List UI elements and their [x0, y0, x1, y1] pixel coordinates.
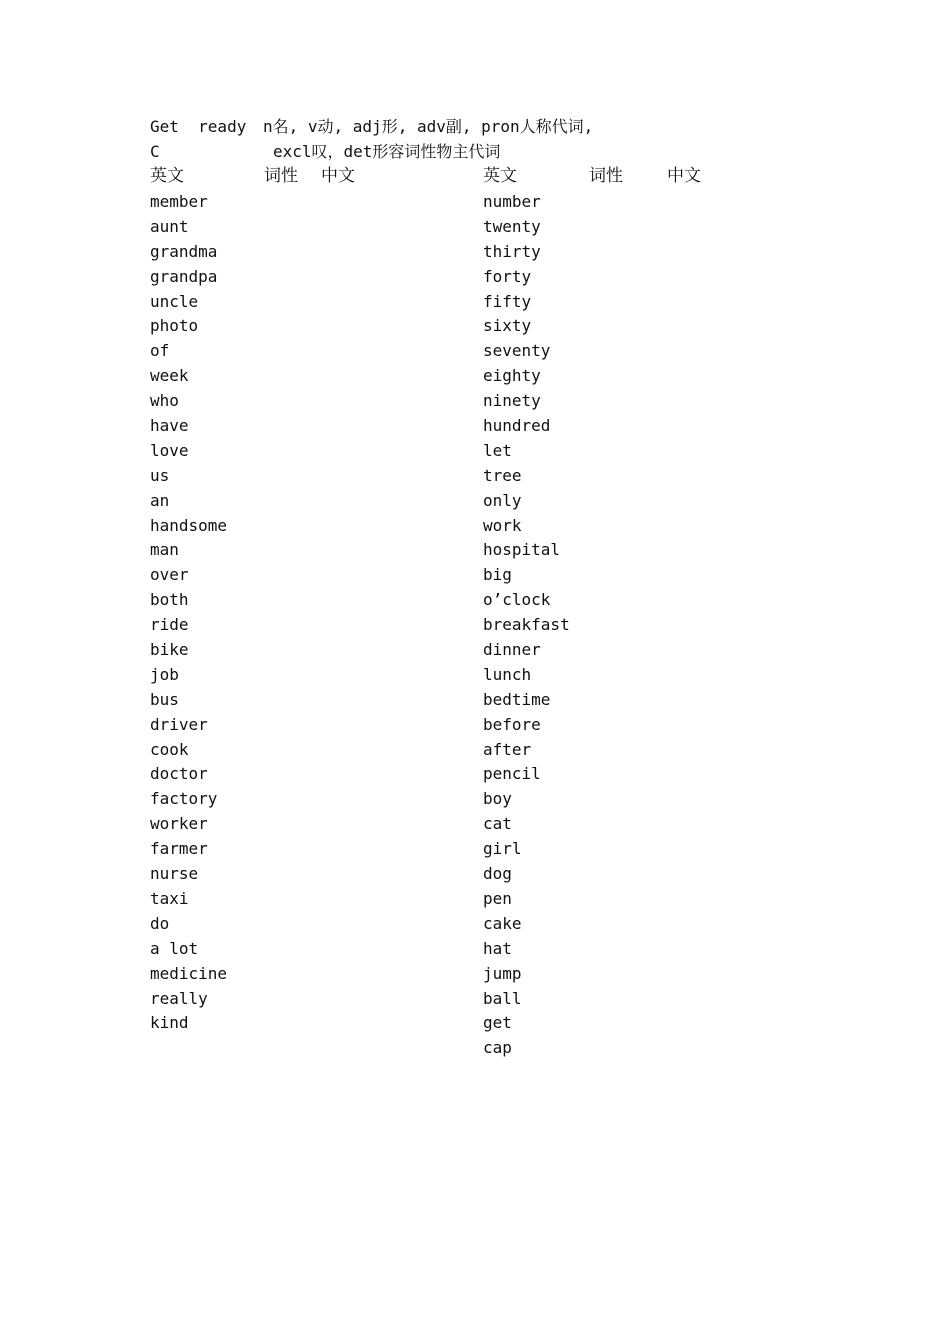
vocab-word: cake [483, 913, 522, 933]
vocab-word: grandma [150, 241, 218, 261]
right-header-pos: 词性 [589, 166, 623, 186]
vocab-word: both [150, 590, 189, 610]
vocab-word: nurse [150, 864, 199, 884]
vocab-word: cap [483, 1038, 512, 1058]
vocab-word: hundred [483, 416, 551, 436]
vocab-word: member [150, 192, 208, 211]
vocab-word: love [150, 440, 189, 460]
vocab-word: twenty [483, 216, 541, 236]
vocab-word: fifty [483, 291, 532, 311]
vocab-word: seventy [483, 341, 551, 361]
vocab-word: grandpa [150, 266, 218, 286]
vocab-word: who [150, 391, 179, 411]
vocab-word: us [150, 465, 170, 485]
vocab-word: sixty [483, 316, 532, 336]
vocab-word: girl [483, 839, 522, 859]
vocab-word: get [483, 1013, 512, 1033]
vocab-word: ninety [483, 391, 541, 411]
vocab-word: thirty [483, 241, 541, 261]
vocab-word: bike [150, 640, 189, 660]
vocab-word: aunt [150, 216, 189, 236]
right-header-chinese: 中文 [667, 166, 701, 186]
vocab-word: cook [150, 739, 189, 759]
vocab-word: cat [483, 814, 512, 834]
vocab-word: doctor [150, 764, 208, 784]
vocab-word: number [483, 192, 541, 211]
vocab-word: a lot [150, 938, 199, 958]
vocab-word: an [150, 490, 170, 510]
vocab-word: job [150, 664, 179, 684]
heading-line-1-legend: n名, v动, adj形, adv副, pron人称代词, [263, 117, 594, 136]
heading-line-1-lead: Get ready [150, 117, 247, 136]
vocab-word: hat [483, 938, 512, 958]
vocab-word: really [150, 988, 208, 1008]
vocab-word: big [483, 565, 512, 585]
right-word-list [483, 190, 570, 1061]
vocab-word: of [150, 341, 170, 361]
vocab-word: breakfast [483, 615, 570, 635]
vocab-word: tree [483, 465, 522, 485]
vocab-word: hospital [483, 540, 561, 560]
vocab-word: do [150, 913, 170, 933]
left-word-list [150, 190, 227, 1036]
vocab-word: let [483, 440, 512, 460]
vocab-word: have [150, 416, 189, 436]
vocab-word: ride [150, 615, 189, 635]
vocab-word: week [150, 366, 189, 386]
heading-line-2-legend: excl叹，det形容词性物主代词 [273, 142, 501, 161]
heading-line-2-lead: C [150, 142, 160, 161]
vocab-word: driver [150, 714, 208, 734]
left-header-pos: 词性 [264, 166, 298, 186]
vocab-word: farmer [150, 839, 208, 859]
vocab-word: eighty [483, 366, 541, 386]
vocab-word: only [483, 490, 522, 510]
left-header-chinese: 中文 [321, 166, 355, 186]
vocab-word: work [483, 515, 522, 535]
vocab-word: factory [150, 789, 218, 809]
vocab-word: ball [483, 988, 522, 1008]
vocab-word: taxi [150, 888, 189, 908]
vocab-word: before [483, 714, 541, 734]
vocab-word: forty [483, 266, 532, 286]
left-header-english: 英文 [150, 166, 184, 186]
vocab-word: dinner [483, 640, 541, 660]
vocab-word: uncle [150, 291, 199, 311]
vocab-word: handsome [150, 515, 228, 535]
vocab-word: after [483, 739, 532, 759]
vocab-word: lunch [483, 664, 532, 684]
vocab-word: dog [483, 864, 512, 884]
vocab-word: pen [483, 888, 512, 908]
vocab-word: bedtime [483, 689, 551, 709]
vocab-word: boy [483, 789, 512, 809]
right-header-english: 英文 [483, 166, 517, 186]
vocab-word: pencil [483, 764, 541, 784]
vocab-word: worker [150, 814, 208, 834]
vocab-word: photo [150, 316, 199, 336]
vocab-word: over [150, 565, 189, 585]
vocab-word: kind [150, 1013, 189, 1033]
vocab-word: o’clock [483, 590, 551, 610]
vocab-word: jump [483, 963, 522, 983]
vocab-word: medicine [150, 963, 228, 983]
vocab-word: man [150, 540, 179, 560]
vocab-word: bus [150, 689, 179, 709]
